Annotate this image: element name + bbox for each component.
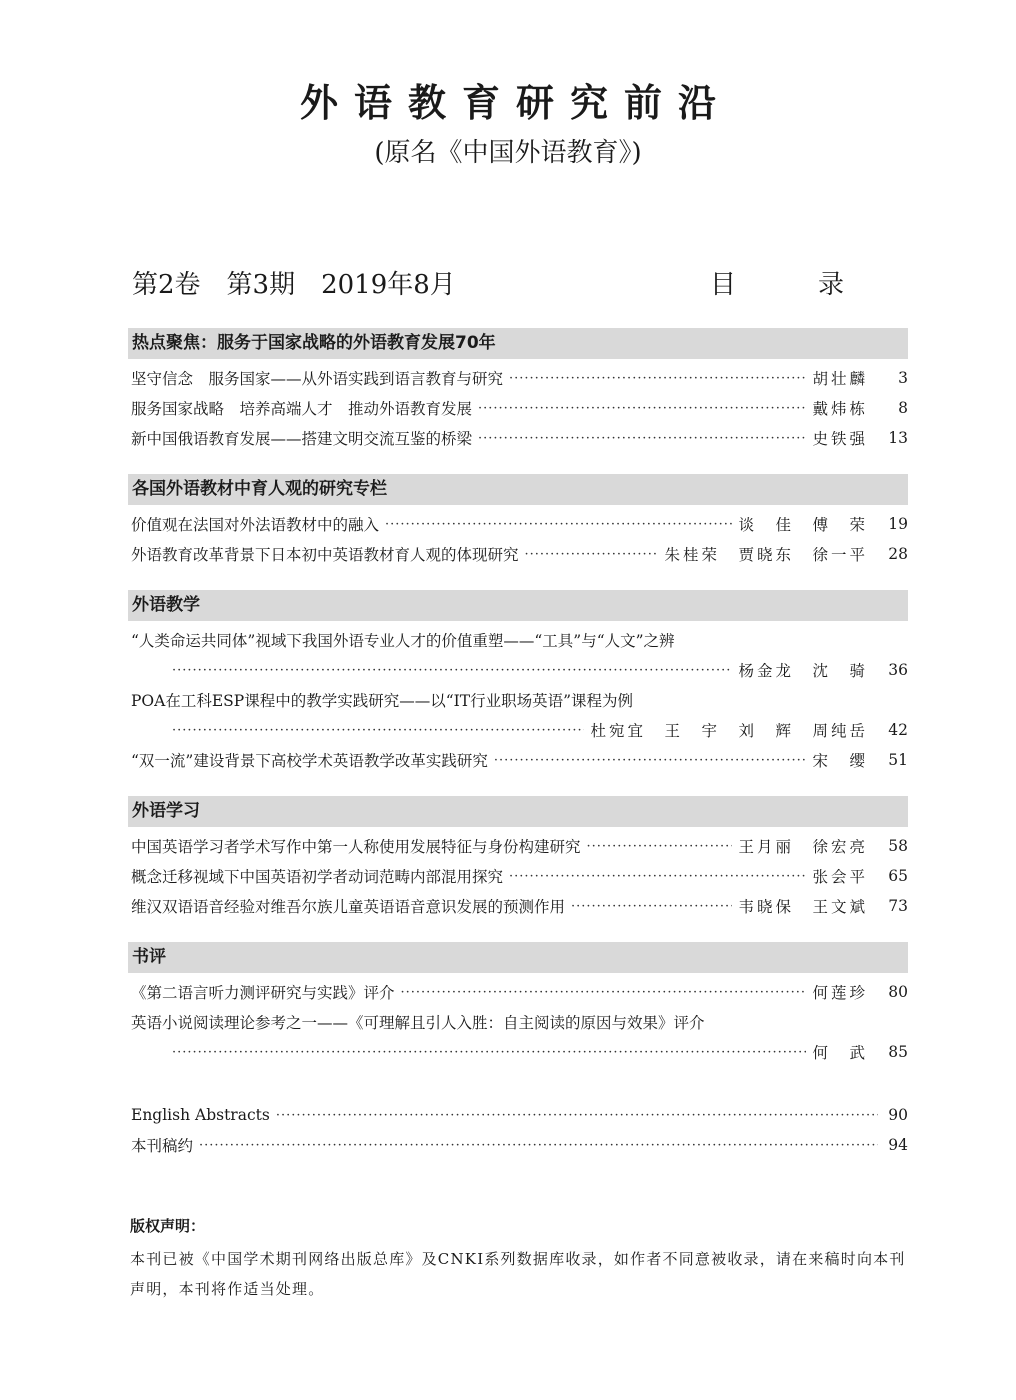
entry-authors: 王月丽 徐宏亮 (738, 838, 868, 856)
entry-title: “双一流”建设背景下高校学术英语教学改革实践研究 (131, 752, 488, 770)
entry-page: 65 (888, 867, 908, 885)
toc-entry[interactable] (128, 831, 908, 861)
toc-entry[interactable] (128, 625, 908, 685)
entry-page: 28 (888, 545, 908, 563)
entry-page: 19 (888, 515, 908, 533)
toc-entry[interactable] (128, 977, 908, 1007)
toc-entry[interactable] (128, 539, 908, 569)
copyright-notice (130, 1215, 910, 1304)
toc-entry[interactable] (128, 509, 908, 539)
entry-authors: 何 武 (812, 1044, 868, 1062)
entry-page: 8 (898, 399, 908, 417)
section-title: 各国外语教材中育人观的研究专栏 (128, 474, 908, 505)
entry-authors: 戴炜栋 (812, 400, 868, 418)
entry-authors: 胡壮麟 (812, 370, 868, 388)
leader-dots (385, 517, 732, 532)
copyright-body: 本刊已被《中国学术期刊网络出版总库》及CNKI系列数据库收录，如作者不同意被收录，请在来稿时向本刊声明，本刊将作适当处理。 (130, 1250, 906, 1298)
entry-authors: 朱桂荣 贾晓东 徐一平 (664, 546, 868, 564)
leader-dots (401, 985, 807, 1000)
toc-label: 目 录 (709, 270, 872, 300)
entry-title: 英语小说阅读理论参考之一——《可理解且引人入胜：自主阅读的原因与效果》评介 (131, 1014, 705, 1032)
section-title: 书评 (128, 942, 908, 973)
toc-entry[interactable] (128, 891, 908, 921)
journal-subtitle: (原名《中国外语教育》) (374, 138, 642, 168)
entry-title: 概念迁移视域下中国英语初学者动词范畴内部混用探究 (131, 868, 504, 886)
section-textbook-column (128, 474, 908, 569)
copyright-heading: 版权声明： (130, 1217, 206, 1235)
entry-title: 维汉双语语音经验对维吾尔族儿童英语语音意识发展的预测作用 (131, 898, 566, 916)
entry-page: 73 (888, 897, 908, 915)
issue-line (132, 264, 872, 301)
issue-info (132, 264, 482, 301)
extra-entries (128, 1100, 908, 1160)
section-title: 外语学习 (128, 796, 908, 827)
section-title: 外语教学 (128, 590, 908, 621)
section-learning (128, 796, 908, 921)
entry-authors: 杨金龙 沈 骑 (738, 662, 868, 680)
entry-title: 外语教育改革背景下日本初中英语教材育人观的体现研究 (131, 546, 519, 564)
entry-title: 服务国家战略 培养高端人才 推动外语教育发展 (131, 400, 473, 418)
entry-authors: 张会平 (812, 868, 868, 886)
journal-title: 外语教育研究前沿 (299, 80, 732, 125)
entry-page: 13 (888, 429, 908, 447)
entry-title: 《第二语言听力测评研究与实践》评介 (131, 984, 395, 1002)
entry-title: 中国英语学习者学术写作中第一人称使用发展特征与身份构建研究 (131, 838, 581, 856)
entry-authors: 韦晓保 王文斌 (738, 898, 868, 916)
leader-dots (494, 753, 807, 768)
entry-title: POA在工科ESP课程中的教学实践研究——以“IT行业职场英语”课程为例 (131, 692, 634, 710)
entry-title: English Abstracts (131, 1106, 270, 1124)
entry-authors: 何莲珍 (812, 984, 868, 1002)
toc-entry[interactable] (128, 393, 908, 423)
entry-authors: 宋 缨 (812, 752, 868, 770)
leader-dots (525, 547, 659, 562)
toc-entry[interactable] (128, 745, 908, 775)
toc-entry[interactable] (128, 1007, 908, 1067)
entry-page: 51 (888, 751, 908, 769)
entry-page: 42 (888, 721, 908, 739)
leader-dots (509, 371, 806, 386)
leader-dots (199, 1138, 878, 1153)
toc-entry[interactable] (128, 363, 908, 393)
entry-title: 价值观在法国对外法语教材中的融入 (131, 516, 380, 534)
toc-entry[interactable] (128, 423, 908, 453)
table-of-contents (128, 328, 908, 1160)
toc-entry[interactable] (128, 1100, 908, 1130)
entry-title: 新中国俄语教育发展——搭建文明交流互鉴的桥梁 (131, 430, 473, 448)
entry-page: 58 (888, 837, 908, 855)
leader-dots (509, 869, 806, 884)
entry-title: 本刊稿约 (131, 1137, 194, 1155)
entry-page: 80 (888, 983, 908, 1001)
leader-dots (172, 723, 584, 738)
entry-authors: 史铁强 (812, 430, 868, 448)
date-label: 2019年8月 (321, 270, 456, 300)
leader-dots (571, 899, 732, 914)
section-title: 热点聚焦：服务于国家战略的外语教育发展70年 (128, 328, 908, 359)
leader-dots (172, 663, 732, 678)
issue-label: 第3期 (226, 270, 296, 300)
leader-dots (478, 401, 806, 416)
section-book-review (128, 942, 908, 1067)
toc-entry[interactable] (128, 685, 908, 745)
leader-dots (172, 1045, 806, 1060)
entry-page: 90 (888, 1106, 908, 1124)
entry-page: 3 (898, 369, 908, 387)
entry-title: 坚守信念 服务国家——从外语实践到语言教育与研究 (131, 370, 504, 388)
entry-page: 94 (888, 1136, 908, 1154)
section-hot-focus (128, 328, 908, 453)
entry-page: 85 (888, 1043, 908, 1061)
leader-dots (478, 431, 806, 446)
leader-dots (587, 839, 733, 854)
entry-title: “人类命运共同体”视域下我国外语专业人才的价值重塑——“工具”与“人文”之辨 (131, 632, 675, 650)
volume-label: 第2卷 (132, 270, 201, 300)
entry-authors: 杜宛宜 王 宇 刘 辉 周纯岳 (590, 722, 868, 740)
toc-entry[interactable] (128, 861, 908, 891)
leader-dots (276, 1108, 878, 1123)
entry-authors: 谈 佳 傅 荣 (738, 516, 868, 534)
toc-entry[interactable] (128, 1130, 908, 1160)
section-teaching (128, 590, 908, 775)
entry-page: 36 (888, 661, 908, 679)
